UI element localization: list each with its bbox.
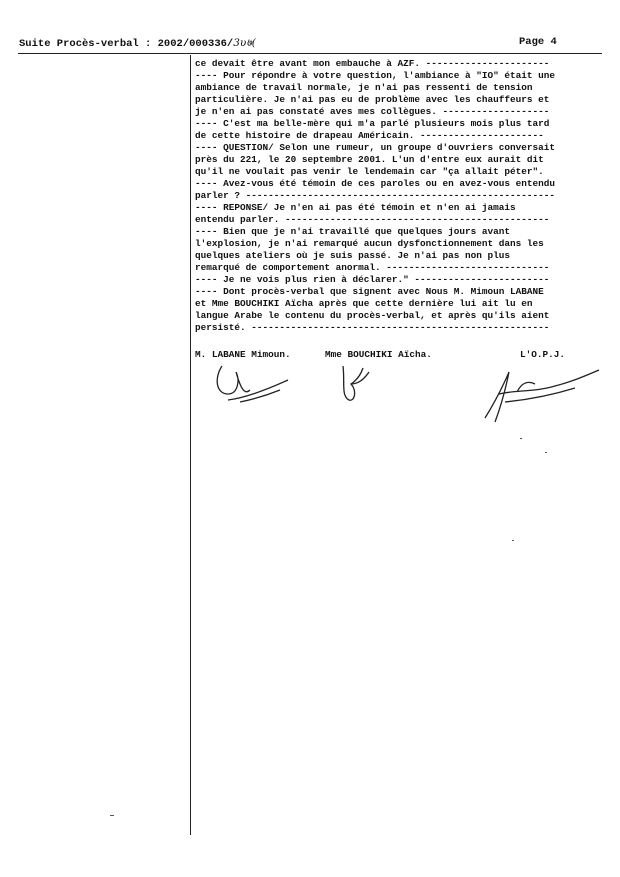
page-header <box>19 36 601 50</box>
statement-line: langue Arabe le contenu du procès-verbal, et après qu'ils aient <box>195 310 550 321</box>
pv-reference-text: Suite Procès-verbal : 2002/000336/ <box>19 38 234 50</box>
signature-label-bouchiki: Mme BOUCHIKI Aïcha. <box>325 349 432 360</box>
statement-line: ---- REPONSE/ Je n'en ai pas été témoin et n'en ai jamais <box>195 202 516 213</box>
statement-line: persisté. ----------------------------------------------------- <box>195 322 550 333</box>
statement-line: entendu parler. ----------------------------------------------- <box>195 214 550 225</box>
signature-labane-drawing <box>210 360 295 408</box>
statement-line: ---- C'est ma belle-mère qui m'a parlé plusieurs mois plus tard <box>195 118 550 129</box>
signature-label-labane: M. LABANE Mimoun. <box>195 349 291 360</box>
statement-line: et Mme BOUCHIKI Aïcha après que cette dernière lui ait lu en <box>195 298 533 309</box>
header-rule <box>18 53 602 54</box>
statement-line: ---- Avez-vous été témoin de ces paroles ou en avez-vous entendu <box>195 178 556 189</box>
statement-line: ---- Dont procès-verbal que signent avec Nous M. Mimoun LABANE <box>195 286 544 297</box>
handwritten-ref: 3υ७( <box>233 37 256 49</box>
statement-line: je n'en ai pas constaté aves mes collègues. ------------------- <box>195 106 550 117</box>
statement-line: ---- Bien que je n'ai travaillé que quelques jours avant <box>195 226 511 237</box>
statement-line: remarqué de comportement anormal. ----------------------------- <box>195 262 550 273</box>
statement-line: ---- Je ne vois plus rien à déclarer." ------------------------ <box>195 274 550 285</box>
statement-line: quelques ateliers où je suis passé. Je n'ai pas non plus <box>195 250 511 261</box>
statement-line: ambiance de travail normale, je n'ai pas ressenti de tension <box>195 82 533 93</box>
signature-opj-drawing <box>465 362 605 427</box>
statement-line: particulière. Je n'ai pas eu de problème avec les chauffeurs et <box>195 94 550 105</box>
pv-reference <box>19 36 256 50</box>
signature-label-opj: L'O.P.J. <box>520 349 566 360</box>
statement-line: ---- QUESTION/ Selon une rumeur, un groupe d'ouvriers conversait <box>195 142 556 153</box>
statement-line: parler ? ------------------------------------------------------- <box>195 190 556 201</box>
statement-line: l'explosion, je n'ai remarqué aucun dysfonctionnement dans les <box>195 238 544 249</box>
margin-rule <box>190 55 191 835</box>
statement-line: ---- Pour répondre à votre question, l'ambiance à "IO" était une <box>195 70 556 81</box>
speck <box>512 540 514 541</box>
speck <box>110 815 114 816</box>
page-number: Page 4 <box>519 36 557 48</box>
statement-line: de cette histoire de drapeau Américain. ---------------------- <box>195 130 544 141</box>
speck <box>545 452 547 453</box>
statement-line: qu'il ne voulait pas venir le lendemain car "ça allait péter". <box>195 166 544 177</box>
statement-line: près du 221, le 20 septembre 2001. L'un d'entre eux aurait dit <box>195 154 544 165</box>
speck <box>520 438 522 439</box>
signature-bouchiki-drawing <box>335 362 375 406</box>
statement-line: ce devait être avant mon embauche à AZF. ---------------------- <box>195 58 550 69</box>
statement-body <box>195 58 603 334</box>
